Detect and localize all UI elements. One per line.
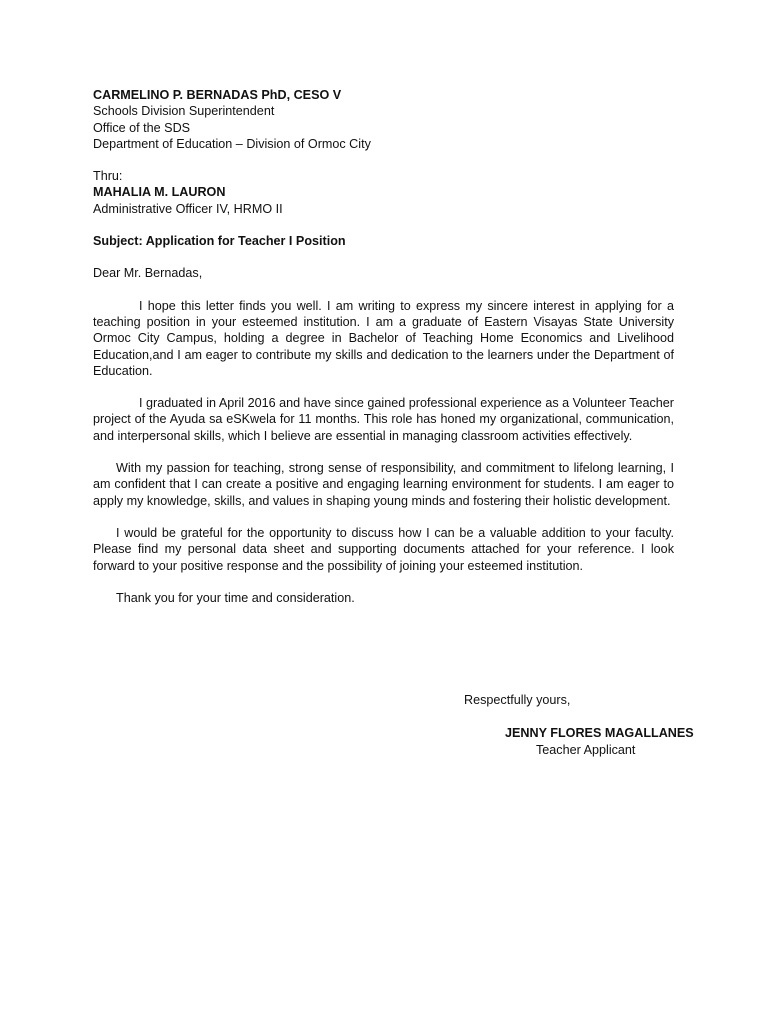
body-paragraph-5: Thank you for your time and consideration. [116, 590, 355, 605]
recipient-office: Office of the SDS [93, 120, 191, 135]
thru-block [93, 168, 674, 217]
thru-label: Thru: [93, 169, 123, 184]
body-paragraph-4: I would be grateful for the opportunity to discuss how I can be a valuable addition to your faculty. Please find my personal data sheet and supporting documents attached for your reference. I look forward to your positive response and the possibility of joining your esteemed institution. [93, 525, 674, 573]
valediction: Respectfully yours, [464, 693, 571, 707]
recipient-block [93, 87, 674, 152]
body-paragraph-2: I graduated in April 2016 and have since gained professional experience as a Volunteer Teacher project of the Ayuda sa eSKwela for 11 months. This role has honed my organizational, communication, and interpersonal skills, which I believe are essential in managing classroom activities effectively. [93, 396, 674, 443]
thru-name: MAHALIA M. LAURON [93, 185, 226, 200]
recipient-title: Schools Division Superintendent [93, 104, 275, 119]
thru-title: Administrative Officer IV, HRMO II [93, 201, 283, 216]
sender-title: Teacher Applicant [536, 743, 636, 757]
sender-name: JENNY FLORES MAGALLANES [505, 726, 694, 740]
subject-line: Subject: Application for Teacher I Position [93, 234, 346, 249]
body-paragraph-3: With my passion for teaching, strong sense of responsibility, and commitment to lifelong learning, I am confident that I can create a positive and engaging learning environment for students. I am eager to apply my knowledge, skills, and values in shaping young minds and fostering their holistic development. [93, 461, 674, 508]
letter-page [93, 87, 674, 606]
recipient-name: CARMELINO P. BERNADAS PhD, CESO V [93, 88, 342, 102]
body-paragraph-1: I hope this letter finds you well. I am writing to express my sincere interest in applying for a teaching position in your esteemed institution. I am a graduate of Eastern Visayas State University Ormoc City Campus, holding a degree in Bachelor of Teaching Home Economics and Livelihood Education,and I am eager to contribute my skills and dedication to the learners under the Department of Education. [93, 298, 674, 378]
recipient-department: Department of Education – Division of Ormoc City [93, 136, 371, 151]
salutation: Dear Mr. Bernadas, [93, 266, 203, 281]
